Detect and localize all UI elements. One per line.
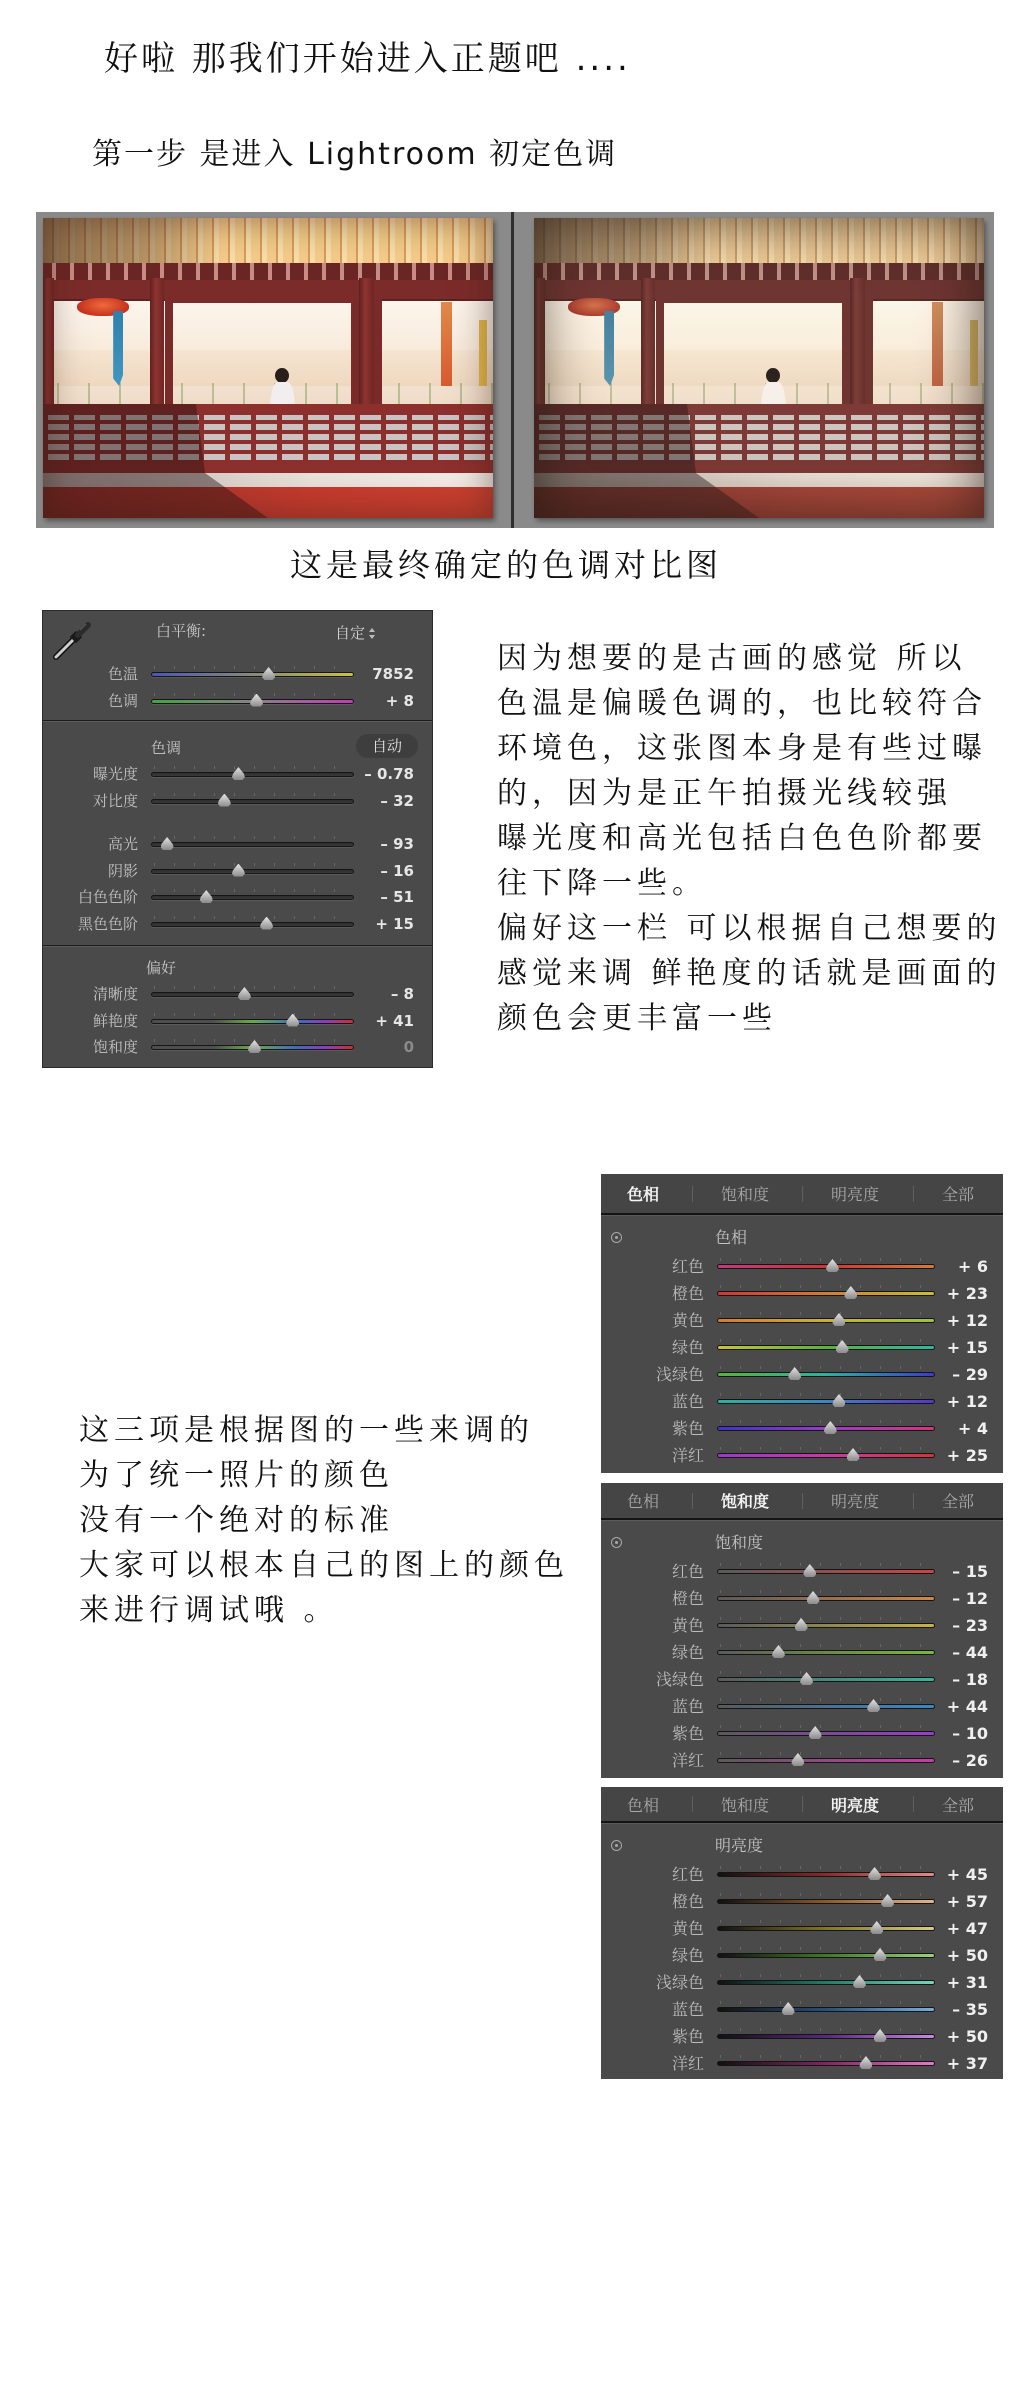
- slider-row: [43, 788, 432, 815]
- slider-label: 曝光度: [92, 765, 138, 783]
- slider-label: 橙色: [671, 1284, 704, 1303]
- slider-label: 鲜艳度: [92, 1011, 138, 1030]
- tab-separator: [913, 1186, 914, 1202]
- paragraph-line: 为了统一照片的颜色: [79, 1458, 394, 1493]
- slider-row: [601, 1942, 1003, 1969]
- slider-group: [43, 761, 432, 814]
- slider-label: 对比度: [92, 791, 138, 810]
- hsl-section-label: 饱和度: [715, 1533, 764, 1552]
- slider-value: + 15: [375, 914, 414, 933]
- slider-track[interactable]: [717, 1453, 935, 1458]
- slider-label: 蓝色: [671, 1392, 704, 1411]
- slider-row: [43, 858, 432, 885]
- paragraph-line: 颜色会更丰富一些: [497, 1001, 777, 1036]
- slider-label: 橙色: [671, 1589, 704, 1608]
- tab-saturation[interactable]: 饱和度: [720, 1492, 769, 1511]
- slider-value: 0: [403, 1038, 414, 1056]
- target-adjust-icon[interactable]: [611, 1232, 622, 1243]
- slider-row: [601, 1307, 1003, 1334]
- tab-hue[interactable]: 色相: [626, 1492, 659, 1511]
- comparison-divider: [511, 212, 514, 528]
- slider-thumb[interactable]: [874, 1948, 887, 1961]
- slider-row: [601, 1693, 1003, 1720]
- slider-row: [601, 1969, 1003, 1996]
- basic-panel-explanation: [497, 636, 1002, 1041]
- slider-track[interactable]: [717, 1731, 935, 1736]
- slider-thumb[interactable]: [218, 794, 231, 807]
- slider-value: 7852: [372, 665, 414, 683]
- slider-track[interactable]: [151, 842, 354, 847]
- slider-track[interactable]: [717, 1677, 935, 1682]
- slider-track[interactable]: [151, 772, 354, 777]
- photo-vignette: [43, 218, 493, 518]
- photo-right: [534, 218, 984, 518]
- slider-row: [43, 831, 432, 858]
- slider-thumb[interactable]: [788, 1367, 801, 1380]
- slider-row: [43, 981, 432, 1008]
- slider-track[interactable]: [717, 1318, 935, 1323]
- slider-label: 绿色: [671, 1643, 704, 1662]
- slider-thumb[interactable]: [800, 1672, 813, 1685]
- slider-row: [601, 1361, 1003, 1388]
- slider-value: + 12: [946, 1392, 988, 1411]
- slider-thumb[interactable]: [844, 1286, 857, 1299]
- slider-track[interactable]: [717, 2007, 935, 2012]
- slider-thumb[interactable]: [847, 1448, 860, 1461]
- presence-section-title: 偏好: [146, 959, 177, 977]
- slider-label: 黄色: [671, 1919, 704, 1938]
- slider-value: – 10: [952, 1724, 988, 1743]
- slider-value: + 25: [946, 1446, 988, 1465]
- tab-separator: [913, 1493, 914, 1509]
- slider-track[interactable]: [717, 1650, 935, 1655]
- tone-section: [43, 721, 432, 946]
- slider-track[interactable]: [717, 1899, 935, 1904]
- slider-value: + 50: [946, 1946, 988, 1965]
- lightroom-basic-panel: [42, 610, 433, 1068]
- slider-label: 红色: [671, 1562, 704, 1581]
- slider-label: 紫色: [671, 1724, 704, 1743]
- slider-thumb[interactable]: [809, 1726, 822, 1739]
- slider-track[interactable]: [151, 922, 354, 927]
- hsl-explanation: [79, 1408, 569, 1633]
- tab-hue[interactable]: 色相: [626, 1795, 659, 1815]
- tone-header: [43, 721, 432, 761]
- presence-sliders: [43, 981, 432, 1061]
- slider-track[interactable]: [151, 672, 354, 677]
- slider-label: 蓝色: [671, 1697, 704, 1716]
- slider-thumb[interactable]: [881, 1894, 894, 1907]
- slider-label: 黄色: [671, 1616, 704, 1635]
- slider-value: + 50: [946, 2027, 988, 2046]
- slider-row: [43, 761, 432, 788]
- slider-track[interactable]: [717, 1953, 935, 1958]
- slider-row: [43, 1034, 432, 1061]
- paragraph-line: 感觉来调 鲜艳度的话就是画面的: [497, 956, 1002, 991]
- slider-row: [601, 2050, 1003, 2077]
- slider-label: 红色: [671, 1865, 704, 1884]
- paragraph-line: 这三项是根据图的一些来调的: [79, 1413, 534, 1448]
- slider-value: + 45: [946, 1865, 988, 1884]
- slider-row: [601, 1666, 1003, 1693]
- slider-thumb[interactable]: [859, 2056, 872, 2069]
- slider-label: 洋红: [671, 2054, 704, 2073]
- tab-separator: [802, 1493, 803, 1509]
- slider-value: – 18: [952, 1670, 988, 1689]
- slider-row: [43, 688, 432, 715]
- slider-track[interactable]: [151, 1045, 354, 1050]
- target-adjust-icon[interactable]: [611, 1537, 622, 1548]
- paragraph-line: 偏好这一栏 可以根据自己想要的: [497, 911, 1002, 946]
- white-balance-label: 白平衡:: [156, 622, 207, 640]
- slider-row: [601, 1334, 1003, 1361]
- slider-thumb[interactable]: [853, 1975, 866, 1988]
- slider-row: [601, 1415, 1003, 1442]
- slider-label: 红色: [671, 1257, 704, 1276]
- slider-value: – 32: [380, 791, 414, 810]
- slider-thumb[interactable]: [232, 864, 245, 877]
- slider-row: [601, 1888, 1003, 1915]
- paragraph-line: 的，因为是正午拍摄光线较强: [497, 776, 952, 811]
- slider-thumb[interactable]: [824, 1421, 837, 1434]
- slider-thumb[interactable]: [868, 1867, 881, 1880]
- tab-luminance[interactable]: 明亮度: [830, 1795, 879, 1815]
- slider-thumb[interactable]: [803, 1564, 816, 1577]
- slider-thumb[interactable]: [874, 2029, 887, 2042]
- presence-header: [43, 946, 432, 981]
- tab-separator: [913, 1796, 914, 1812]
- slider-track[interactable]: [717, 1399, 935, 1404]
- slider-thumb[interactable]: [832, 1394, 845, 1407]
- slider-label: 饱和度: [92, 1038, 138, 1056]
- slider-thumb[interactable]: [248, 1040, 261, 1053]
- slider-row: [43, 884, 432, 911]
- slider-track[interactable]: [151, 895, 354, 900]
- slider-value: + 41: [375, 1011, 414, 1030]
- slider-thumb[interactable]: [795, 1618, 808, 1631]
- slider-row: [601, 1747, 1003, 1774]
- slider-track[interactable]: [717, 1372, 935, 1377]
- slider-row: [601, 1558, 1003, 1585]
- slider-track[interactable]: [717, 2061, 935, 2066]
- slider-label: 阴影: [107, 861, 138, 880]
- slider-thumb[interactable]: [161, 837, 174, 850]
- slider-track[interactable]: [151, 869, 354, 874]
- slider-track[interactable]: [151, 699, 354, 704]
- photo-left: [43, 218, 493, 518]
- slider-label: 绿色: [671, 1338, 704, 1357]
- tab-separator: [802, 1186, 803, 1202]
- page-title: 好啦 那我们开始进入正题吧 ....: [104, 39, 631, 79]
- slider-value: + 57: [946, 1892, 988, 1911]
- hsl-panel: [601, 1483, 1003, 1778]
- slider-track[interactable]: [717, 1426, 935, 1431]
- hsl-tab-bar: [601, 1787, 1003, 1823]
- slider-label: 黄色: [671, 1311, 704, 1330]
- slider-row: [601, 1612, 1003, 1639]
- slider-row: [601, 1639, 1003, 1666]
- slider-value: – 35: [952, 2000, 988, 2019]
- slider-value: + 4: [957, 1419, 988, 1438]
- slider-track[interactable]: [717, 1704, 935, 1709]
- slider-value: – 93: [380, 835, 414, 853]
- tab-all[interactable]: 全部: [941, 1795, 974, 1815]
- slider-track[interactable]: [151, 799, 354, 804]
- slider-label: 浅绿色: [655, 1670, 704, 1689]
- slider-value: – 12: [952, 1589, 988, 1608]
- hsl-panel: [601, 1174, 1003, 1473]
- white-balance-mode-value: 自定: [335, 624, 366, 642]
- hsl-section-label: 色相: [715, 1228, 748, 1247]
- slider-label: 蓝色: [671, 2000, 704, 2019]
- slider-value: – 29: [952, 1365, 988, 1384]
- tab-separator: [692, 1796, 693, 1812]
- slider-value: + 31: [946, 1973, 988, 1992]
- slider-value: – 26: [952, 1751, 988, 1770]
- tab-saturation[interactable]: 饱和度: [720, 1795, 769, 1815]
- slider-thumb[interactable]: [807, 1591, 820, 1604]
- hsl-section-label: 明亮度: [715, 1836, 764, 1855]
- slider-label: 色温: [107, 665, 138, 683]
- tab-saturation[interactable]: 饱和度: [720, 1185, 769, 1204]
- slider-row: [601, 1280, 1003, 1307]
- tone-section-title: 色调: [151, 739, 182, 757]
- slider-track[interactable]: [151, 992, 354, 997]
- slider-thumb[interactable]: [782, 2002, 795, 2015]
- slider-label: 绿色: [671, 1946, 704, 1965]
- slider-track[interactable]: [717, 1569, 935, 1574]
- hsl-panel: [601, 1787, 1003, 2079]
- slider-label: 橙色: [671, 1892, 704, 1911]
- white-balance-sliders: [43, 661, 432, 714]
- slider-value: – 23: [952, 1616, 988, 1635]
- slider-value: – 0.78: [364, 765, 414, 783]
- slider-label: 高光: [107, 835, 138, 853]
- slider-value: + 8: [385, 691, 414, 710]
- slider-label: 紫色: [671, 2027, 704, 2046]
- slider-track[interactable]: [717, 1872, 935, 1877]
- slider-row: [601, 1585, 1003, 1612]
- slider-track[interactable]: [717, 1264, 935, 1269]
- slider-track[interactable]: [717, 1291, 935, 1296]
- slider-track[interactable]: [151, 1019, 354, 1024]
- slider-row: [43, 911, 432, 938]
- white-balance-mode-dropdown[interactable]: [335, 623, 376, 643]
- slider-label: 浅绿色: [655, 1973, 704, 1992]
- comparison-frame: [36, 212, 994, 528]
- slider-label: 黑色色阶: [77, 914, 138, 933]
- slider-value: – 15: [952, 1562, 988, 1581]
- slider-thumb[interactable]: [832, 1313, 845, 1326]
- tone-sliders: [43, 761, 432, 937]
- slider-thumb[interactable]: [200, 890, 213, 903]
- slider-row: [601, 1442, 1003, 1469]
- slider-thumb[interactable]: [232, 767, 245, 780]
- hsl-section-header: [601, 1520, 1003, 1558]
- paragraph-line: 色温是偏暖色调的，也比较符合: [497, 686, 987, 721]
- tab-separator: [692, 1493, 693, 1509]
- tab-luminance[interactable]: 明亮度: [830, 1185, 879, 1204]
- photo-vignette: [534, 218, 984, 518]
- slider-row: [601, 1915, 1003, 1942]
- slider-label: 清晰度: [92, 985, 138, 1003]
- slider-row: [43, 661, 432, 688]
- slider-label: 紫色: [671, 1419, 704, 1438]
- slider-row: [601, 1720, 1003, 1747]
- slider-track[interactable]: [717, 1623, 935, 1628]
- tab-hue[interactable]: 色相: [626, 1185, 659, 1204]
- slider-label: 白色色阶: [77, 888, 138, 906]
- slider-row: [601, 1861, 1003, 1888]
- slider-track[interactable]: [717, 1758, 935, 1763]
- eyedropper-icon[interactable]: [47, 616, 93, 662]
- white-balance-section: [43, 611, 432, 721]
- slider-row: [43, 1008, 432, 1035]
- slider-label: 洋红: [671, 1751, 704, 1770]
- target-adjust-icon[interactable]: [611, 1840, 622, 1851]
- tab-separator: [692, 1186, 693, 1202]
- paragraph-line: 没有一个绝对的标准: [79, 1503, 394, 1538]
- slider-thumb[interactable]: [836, 1340, 849, 1353]
- slider-value: + 23: [946, 1284, 988, 1303]
- slider-label: 浅绿色: [655, 1365, 704, 1384]
- slider-group: [43, 831, 432, 937]
- presence-section: [43, 946, 432, 1066]
- slider-value: + 44: [946, 1697, 988, 1716]
- slider-value: – 8: [390, 985, 414, 1003]
- paragraph-line: 因为想要的是古画的感觉 所以: [497, 641, 967, 676]
- slider-track[interactable]: [717, 1926, 935, 1931]
- slider-value: + 47: [946, 1919, 988, 1938]
- slider-thumb[interactable]: [791, 1753, 804, 1766]
- slider-value: + 37: [946, 2054, 988, 2073]
- slider-thumb[interactable]: [867, 1699, 880, 1712]
- paragraph-line: 曝光度和高光包括白色色阶都要: [497, 821, 987, 856]
- slider-row: [601, 1996, 1003, 2023]
- paragraph-line: 环境色，这张图本身是有些过曝: [497, 731, 987, 766]
- slider-thumb[interactable]: [286, 1014, 299, 1027]
- slider-thumb[interactable]: [826, 1259, 839, 1272]
- slider-label: 色调: [107, 691, 138, 710]
- paragraph-line: 大家可以根本自己的图上的颜色: [79, 1548, 569, 1583]
- slider-thumb[interactable]: [262, 667, 275, 680]
- hsl-tab-bar: [601, 1483, 1003, 1520]
- slider-track[interactable]: [717, 1596, 935, 1601]
- tab-all[interactable]: 全部: [941, 1492, 974, 1511]
- slider-row: [601, 1253, 1003, 1280]
- slider-track[interactable]: [717, 1345, 935, 1350]
- tab-separator: [802, 1796, 803, 1812]
- slider-row: [601, 1388, 1003, 1415]
- slider-thumb[interactable]: [870, 1921, 883, 1934]
- up-down-arrows-icon: [369, 628, 376, 639]
- tab-luminance[interactable]: 明亮度: [830, 1492, 879, 1511]
- slider-value: + 12: [946, 1311, 988, 1330]
- auto-tone-button[interactable]: 自动: [356, 734, 418, 758]
- slider-label: 洋红: [671, 1446, 704, 1465]
- hsl-section-header: [601, 1215, 1003, 1253]
- slider-value: + 15: [946, 1338, 988, 1357]
- slider-track[interactable]: [717, 2034, 935, 2039]
- step-one-heading: 第一步 是进入 Lightroom 初定色调: [92, 137, 618, 172]
- hsl-section-header: [601, 1823, 1003, 1861]
- tab-all[interactable]: 全部: [941, 1185, 974, 1204]
- slider-thumb[interactable]: [250, 694, 263, 707]
- hsl-tab-bar: [601, 1174, 1003, 1215]
- slider-row: [601, 2023, 1003, 2050]
- slider-thumb[interactable]: [260, 917, 273, 930]
- slider-track[interactable]: [717, 1980, 935, 1985]
- slider-value: – 44: [952, 1643, 988, 1662]
- comparison-caption: 这是最终确定的色调对比图: [290, 546, 723, 584]
- slider-thumb[interactable]: [238, 987, 251, 1000]
- paragraph-line: 往下降一些。: [497, 866, 707, 901]
- slider-value: – 51: [380, 888, 414, 906]
- slider-thumb[interactable]: [772, 1645, 785, 1658]
- slider-value: – 16: [380, 861, 414, 880]
- paragraph-line: 来进行调试哦 。: [79, 1593, 339, 1628]
- slider-value: + 6: [957, 1257, 988, 1276]
